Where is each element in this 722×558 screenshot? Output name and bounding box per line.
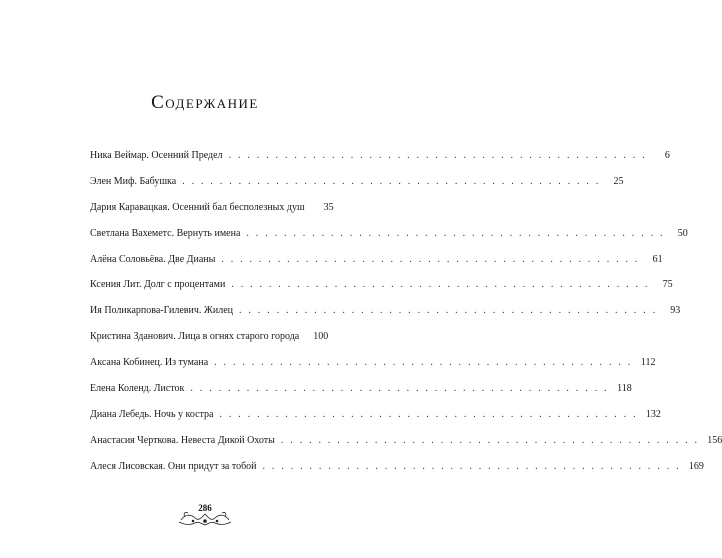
leader-dots: . . . . . . . . . . . . . . . . . . . . . . . . . . . . . . . . . . . . . . . . . . . . . (190, 383, 609, 395)
toc-entry-page: 61 (652, 253, 663, 265)
toc-entry-page: 156 (707, 434, 722, 446)
toc-row (90, 383, 632, 409)
toc-entry-title: Элен Миф. Бабушка (90, 175, 177, 187)
toc-entry-page: 132 (645, 408, 661, 420)
toc-row (90, 201, 334, 228)
leader-dots: . . . . . . . . . . . . . . . . . . . . . . . . . . . . . . . . . . . . . . . . . . . . . (182, 175, 601, 187)
leader-dots: . . . . . . . . . . . . . . . . . . . . . . . . . . . . . . . . . . . . . . . . . . . . . (221, 253, 640, 265)
page-footer (175, 502, 235, 528)
toc-entry-title: Аксана Кобинец. Из тумана (90, 357, 209, 369)
leader-dots: . . . . . . . . . . . . . . . . . . . . . . . . . . . . . . . . . . . . . . . . . . . . . (280, 434, 700, 446)
page-number: 286 (198, 503, 212, 513)
toc-entry-title: Ника Веймар. Осенний Предел (90, 150, 223, 161)
toc-entry-page: 50 (677, 227, 688, 239)
toc-entry-title: Светлана Вахеметс. Вернуть имена (90, 227, 241, 239)
leader-dots: . . . . . . . . . . . . . . . . . . . . . . . . . . . . . . . . . . . . . . . . . . . . . (228, 150, 647, 161)
toc-entry-title: Кристина Зданович. Лица в огнях старого города (90, 331, 300, 343)
toc-entry-title: Анастасия Черткова. Невеста Дикой Охоты (90, 434, 275, 446)
page-title: Содержание (151, 92, 259, 113)
leader-dots: . . . . . . . . . . . . . . . . . . . . . . . . . . . . . . . . . . . . . . . . . . . . . (246, 227, 665, 239)
toc-entry-page: 169 (688, 460, 704, 472)
toc-row (90, 150, 670, 176)
toc-entry-page: 93 (670, 305, 681, 317)
toc-row (90, 305, 681, 331)
toc-row (90, 408, 661, 435)
toc-entry-title: Дария Каравацкая. Осенний бал бесполезных душ (90, 201, 305, 213)
leader-dots: . . . . . . . . . . . . . . . . . . . . . . . . . . . . . . . . . . . . . . . . . . . . . (262, 460, 681, 472)
toc-row (90, 331, 329, 357)
toc-entry-page: 6 (664, 150, 670, 161)
toc-entry-page: 75 (662, 279, 673, 291)
toc-entry-page: 112 (640, 357, 656, 369)
toc-entry-title: Ия Поликарпова-Гилевич. Жилец (90, 305, 233, 317)
leader-dots: . . . . . . . . . . . . . . . . . . . . . . . . . . . . . . . . . . . . . . . . . . . . . (214, 357, 633, 369)
toc-row (90, 434, 722, 461)
leader-dots: . . . . . . . . . . . . . . . . . . . . . . . . . . . . . . . . . . . . . . . . . . . . . (219, 408, 638, 420)
toc-row (90, 279, 673, 305)
toc-entry-title: Алеся Лисовская. Они придут за тобой (90, 460, 257, 472)
toc-entry-page: 35 (323, 201, 334, 213)
toc-row (90, 227, 688, 254)
toc-entry-title: Ксения Лит. Долг с процентами (90, 279, 226, 291)
toc-entry-title: Диана Лебедь. Ночь у костра (90, 408, 214, 420)
toc-row (90, 357, 656, 383)
toc-entry-title: Алёна Соловьёва. Две Дианы (90, 253, 216, 265)
toc-entry-title: Елена Коленд. Листок (90, 383, 185, 395)
leader-dots: . . . . . . . . . . . . . . . . . . . . . . . . . . . . . . . . . . . . . . . . . . . . . (231, 279, 650, 291)
toc-row (90, 253, 663, 280)
toc-row (90, 460, 704, 487)
toc-row (90, 175, 624, 202)
toc-entry-page: 25 (613, 175, 624, 187)
toc-entry-page: 100 (313, 331, 329, 343)
leader-dots: . . . . . . . . . . . . . . . . . . . . . . . . . . . . . . . . . . . . . . . . . . . . . (238, 305, 658, 317)
toc-entry-page: 118 (617, 383, 632, 395)
table-of-contents (90, 150, 722, 487)
